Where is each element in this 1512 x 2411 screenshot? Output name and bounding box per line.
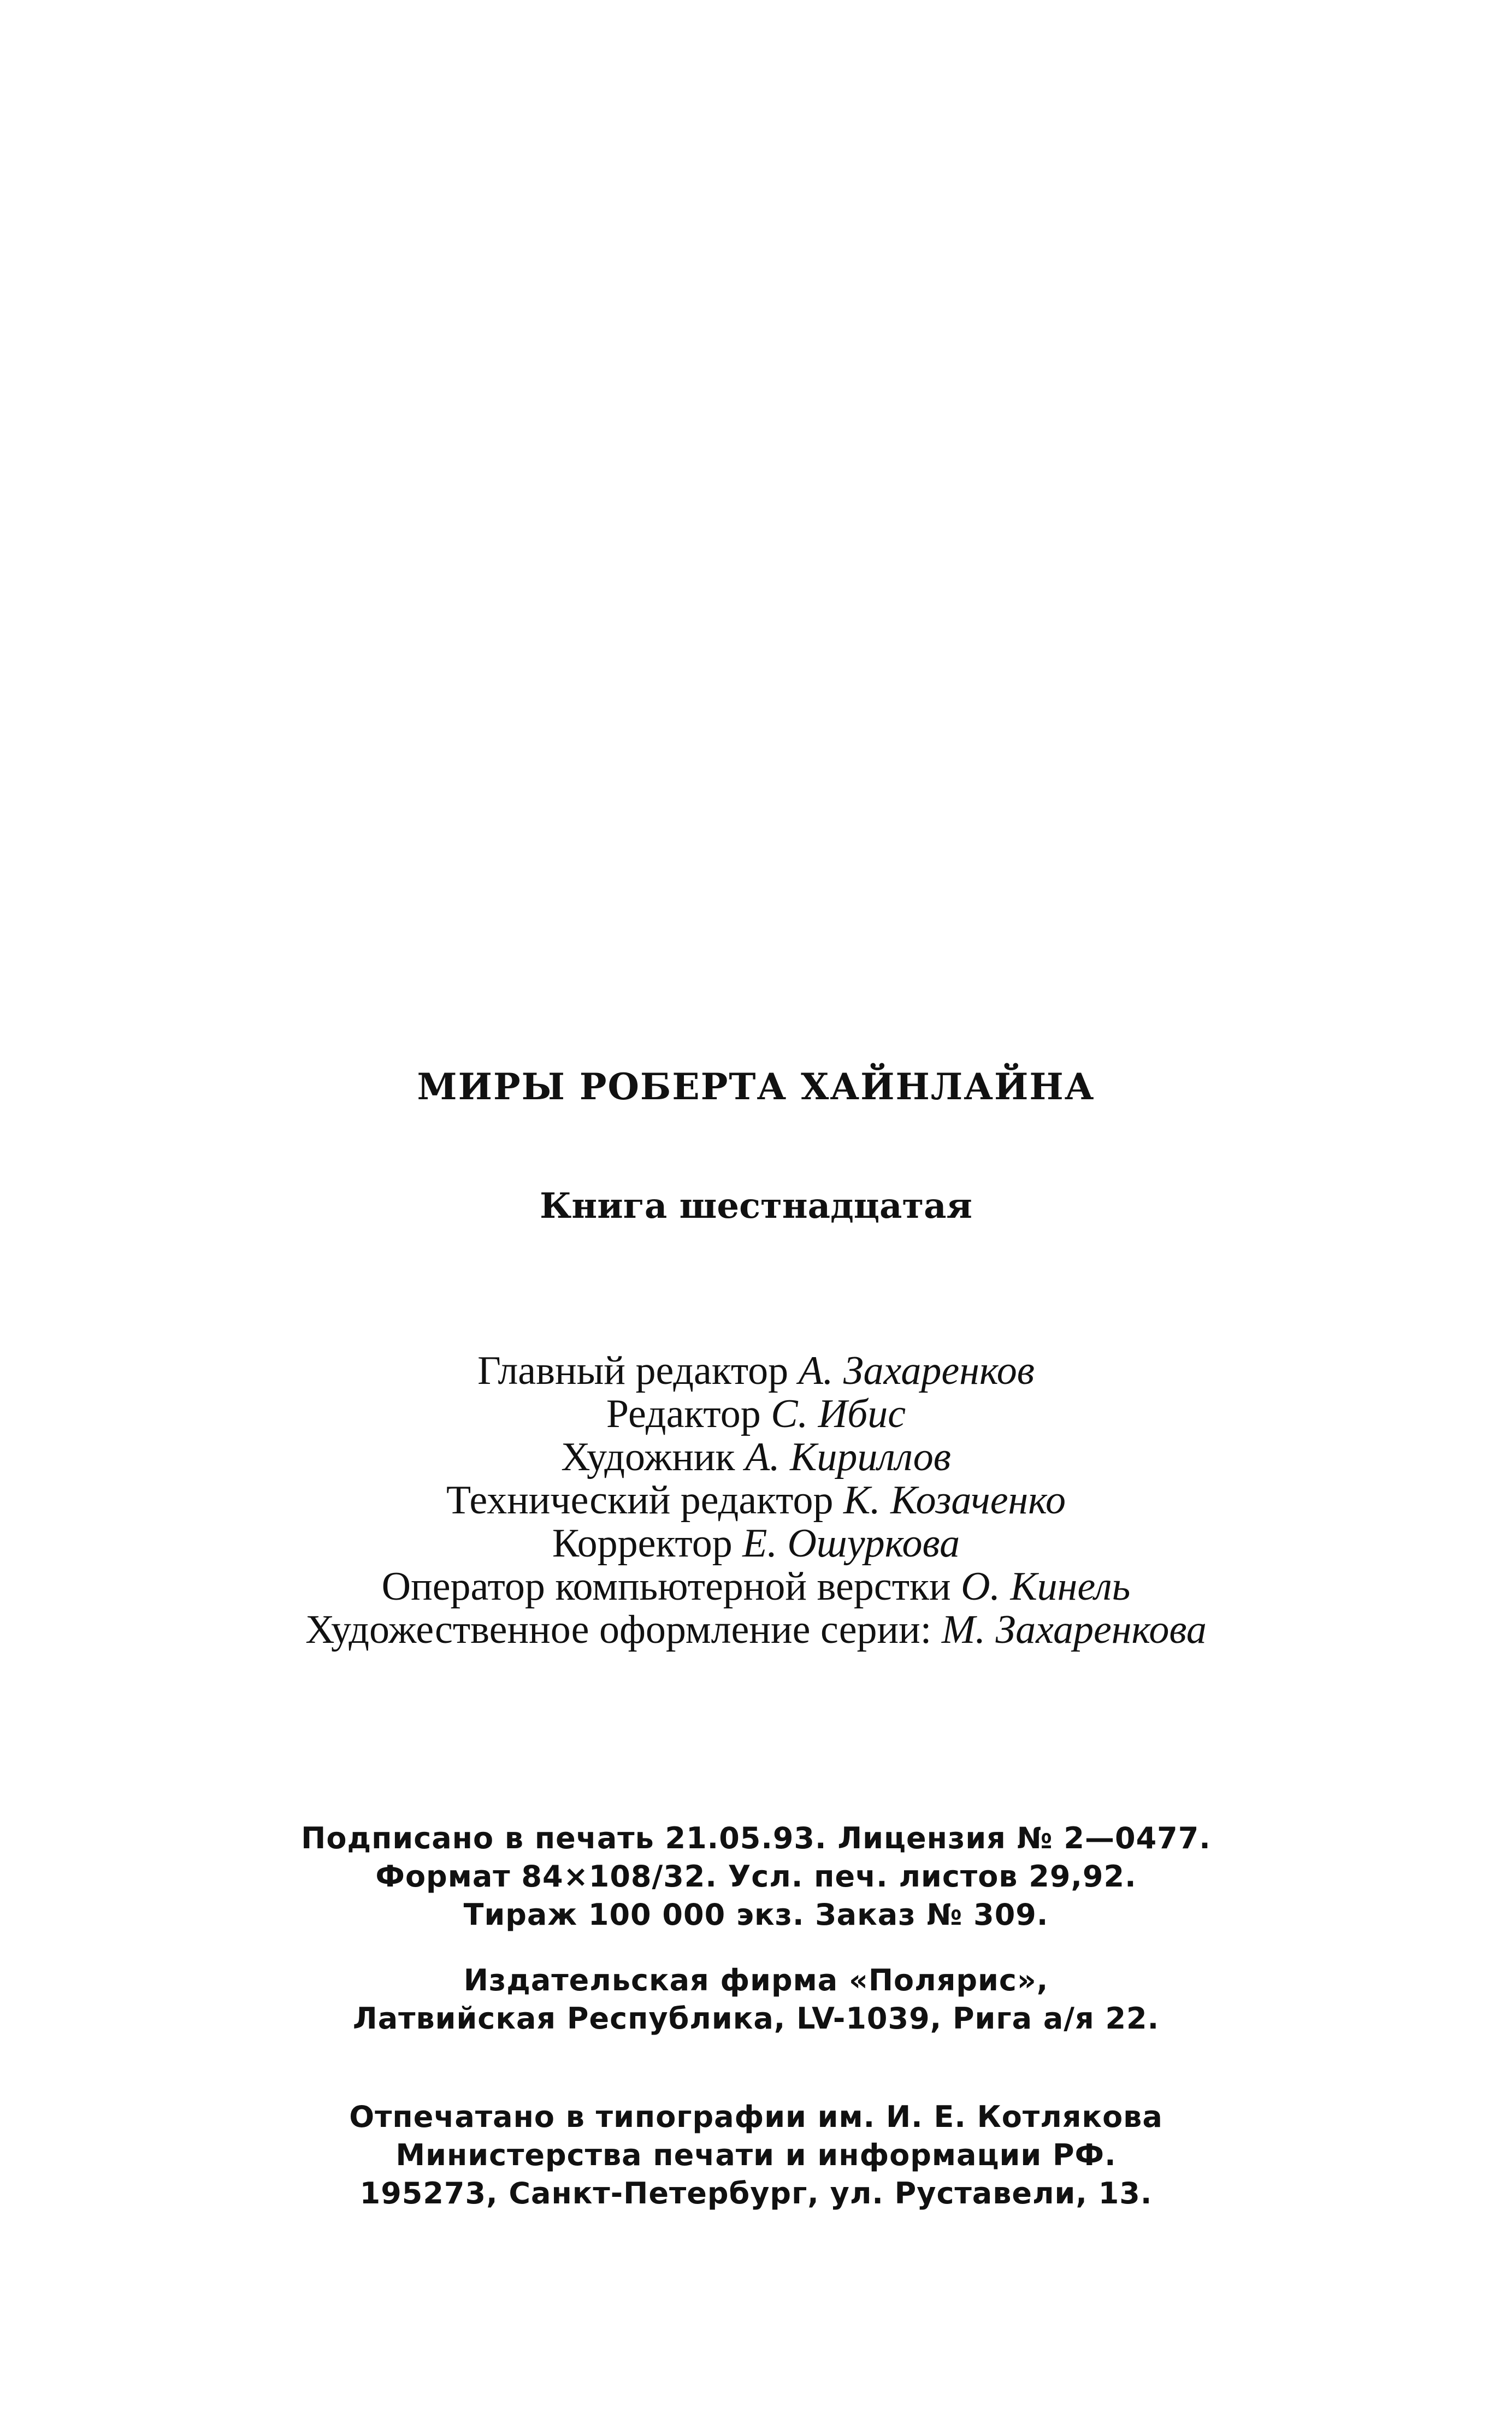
publisher-info-block	[0, 1961, 1512, 2038]
credit-name: К. Козаченко	[843, 1478, 1066, 1523]
credit-line-layout-operator	[0, 1565, 1512, 1608]
credit-name: Е. Ошуркова	[742, 1521, 960, 1566]
credit-name: А. Захаренков	[798, 1348, 1035, 1393]
print-info-line: Подписано в печать 21.05.93. Лицензия № 2—0477.	[301, 1821, 1211, 1855]
credit-line-artist	[0, 1436, 1512, 1479]
credit-role: Оператор компьютерной верстки	[381, 1564, 951, 1609]
credit-line-chief-editor	[0, 1349, 1512, 1393]
credit-role: Художественное оформление серии:	[305, 1607, 932, 1652]
credit-name: С. Ибис	[771, 1392, 906, 1436]
printer-info-line: Отпечатано в типографии им. И. Е. Котлякова	[349, 2100, 1163, 2134]
print-info-line: Тираж 100 000 экз. Заказ № 309.	[463, 1897, 1049, 1932]
publisher-info-line: Латвийская Республика, LV-1039, Рига а/я 22.	[352, 2001, 1160, 2036]
credit-line-editor	[0, 1393, 1512, 1436]
print-info-line: Формат 84×108/32. Усл. печ. листов 29,92.	[375, 1859, 1137, 1894]
series-title: МИРЫ РОБЕРТА ХАЙНЛАЙНА	[417, 1065, 1095, 1108]
credit-line-technical-editor	[0, 1479, 1512, 1522]
printer-info-block	[0, 2098, 1512, 2213]
credit-role: Редактор	[606, 1392, 761, 1436]
credit-name: О. Кинель	[961, 1564, 1131, 1609]
credit-name: М. Захаренкова	[941, 1607, 1207, 1652]
credit-line-series-design	[0, 1608, 1512, 1652]
credit-name: А. Кириллов	[745, 1435, 951, 1479]
publisher-info-line: Издательская фирма «Полярис»,	[463, 1963, 1049, 1997]
printer-info-line: 195273, Санкт-Петербург, ул. Руставели, 13.	[359, 2176, 1153, 2210]
credit-role: Главный редактор	[477, 1348, 789, 1393]
credit-role: Технический редактор	[446, 1478, 834, 1523]
credit-role: Художник	[561, 1435, 735, 1479]
print-info-block	[0, 1819, 1512, 1934]
credit-line-proofreader	[0, 1522, 1512, 1565]
credits-block	[0, 1349, 1512, 1652]
printer-info-line: Министерства печати и информации РФ.	[395, 2138, 1117, 2172]
book-number: Книга шестнадцатая	[540, 1186, 972, 1227]
credit-role: Корректор	[552, 1521, 733, 1566]
